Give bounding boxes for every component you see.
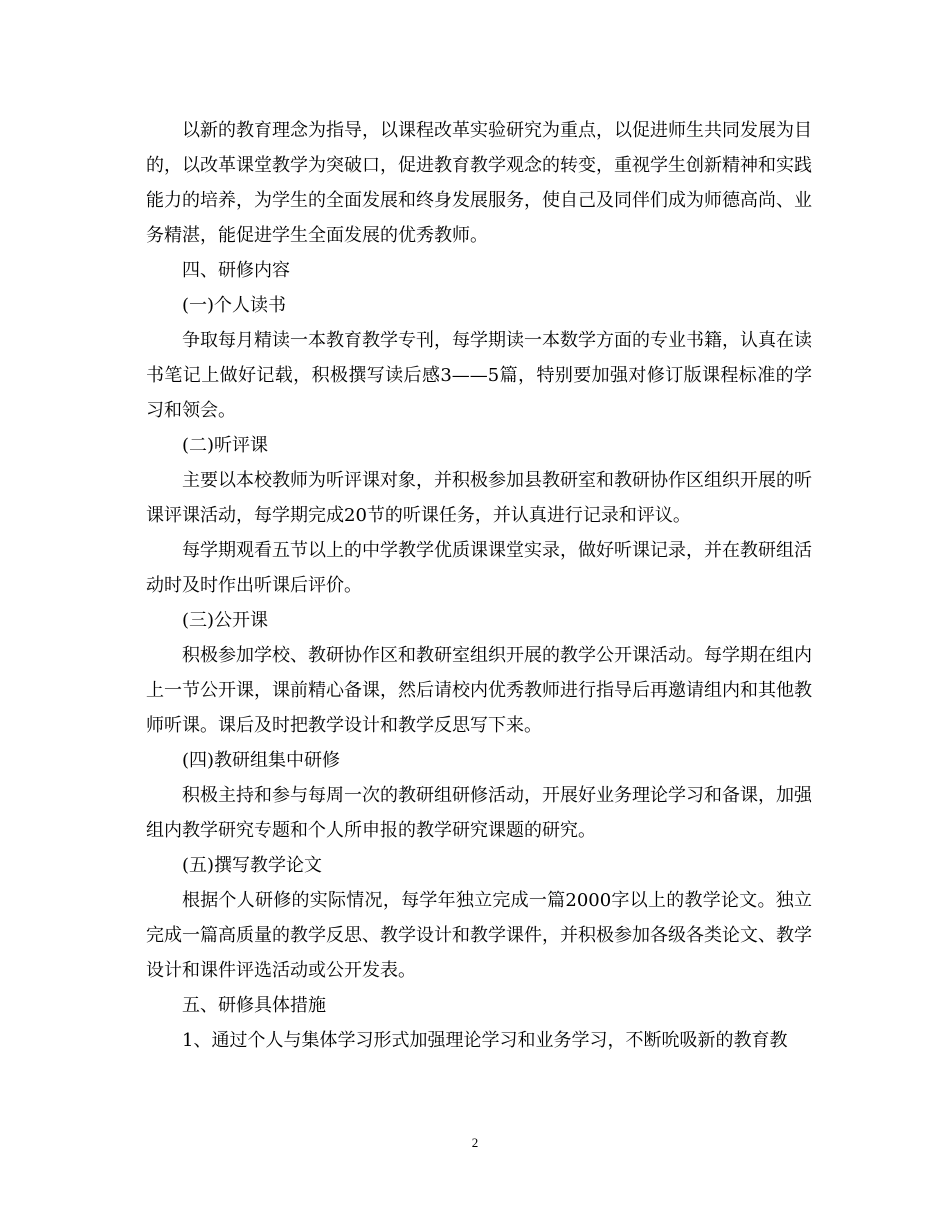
subheading-open-class: (三)公开课 — [182, 610, 269, 631]
paragraph-video-observation: 每学期观看五节以上的中学教学优质课课堂实录，做好听课记录，并在教研组活动时及时作出听课后评价。 — [146, 540, 812, 596]
paragraph-writing-papers: 根据个人研修的实际情况，每学年独立完成一篇2000字以上的教学论文。独立完成一篇高质量的教学反思、教学设计和教学课件，并积极参加各级各类论文、教学设计和课件评选活动或公开发表。 — [146, 890, 812, 981]
paragraph-open-class: 积极参加学校、教研协作区和教研室组织开展的教学公开课活动。每学期在组内上一节公开课，课前精心备课，然后请校内优秀教师进行指导后再邀请组内和其他教师听课。课后及时把教学设计和教学反思写下来。 — [146, 645, 812, 736]
subheading-group-research: (四)教研组集中研修 — [182, 750, 341, 771]
subheading-writing-papers: (五)撰写教学论文 — [182, 855, 323, 876]
subheading-lesson-observation: (二)听评课 — [182, 435, 269, 456]
paragraph-lesson-observation: 主要以本校教师为听评课对象，并积极参加县教研室和教研协作区组织开展的听课评课活动，每学期完成20节的听课任务，并认真进行记录和评议。 — [146, 470, 812, 526]
paragraph-personal-reading: 争取每月精读一本教育教学专刊，每学期读一本数学方面的专业书籍，认真在读书笔记上做好记载，积极撰写读后感3——5篇，特别要加强对修订版课程标准的学习和领会。 — [146, 330, 812, 421]
page-number: 2 — [471, 1135, 479, 1150]
paragraph-group-research: 积极主持和参与每周一次的教研组研修活动，开展好业务理论学习和备课，加强组内教学研究专题和个人所申报的教学研究课题的研究。 — [146, 785, 812, 841]
heading-research-content: 四、研修内容 — [182, 260, 290, 281]
heading-specific-measures: 五、研修具体措施 — [182, 995, 326, 1016]
paragraph-measure-1: 1、通过个人与集体学习形式加强理论学习和业务学习，不断吮吸新的教育教 — [182, 1030, 788, 1051]
document-body — [146, 113, 812, 1058]
subheading-personal-reading: (一)个人读书 — [182, 295, 287, 316]
paragraph-goal: 以新的教育理念为指导，以课程改革实验研究为重点，以促进师生共同发展为目的，以改革课堂教学为突破口，促进教育教学观念的转变，重视学生创新精神和实践能力的培养，为学生的全面发展和终身发展服务，使自己及同伴们成为师德高尚、业务精湛，能促进学生全面发展的优秀教师。 — [146, 120, 812, 246]
